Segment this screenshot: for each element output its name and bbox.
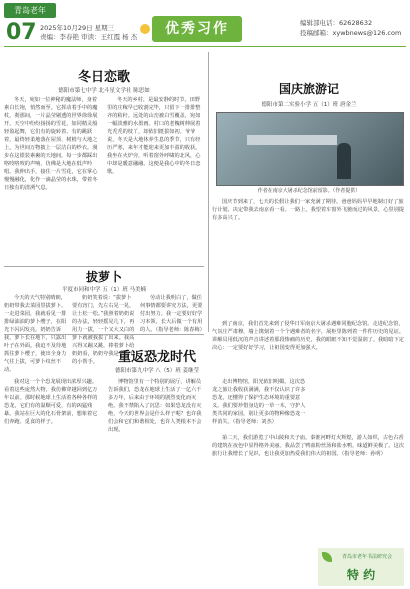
article-title: 国庆旅游记 bbox=[278, 82, 339, 96]
article-column bbox=[4, 378, 102, 584]
header-rule bbox=[4, 46, 406, 47]
article-column bbox=[108, 378, 206, 584]
article-column bbox=[212, 378, 310, 584]
article-column bbox=[4, 96, 101, 262]
page-header bbox=[0, 0, 410, 50]
article-photo bbox=[216, 112, 404, 186]
section-divider bbox=[4, 334, 204, 335]
photo-person bbox=[337, 143, 351, 179]
article-paragraph: 奶奶笑着说：“拔萝卜要有窍门，先左右晃一晃，让土松一松。”我照着奶奶说的办法，轻轻摇晃几下，再用力一拔，一个又大又白的萝卜就被我拔了出来。我高兴得又蹦又跳，捧着萝卜给奶奶看，奶奶夸我是个能干的小帮手。 bbox=[72, 295, 135, 365]
article-column bbox=[107, 96, 204, 262]
article-byline: 德阳市第九中学 八（5）班 姜继莹 bbox=[115, 368, 199, 374]
article-paragraph: 到了南京，我们首先来到了侵华日军南京大屠杀遇难同胞纪念馆。走进纪念馆，气氛庄严肃穆，墙上镌刻着一个个遇难者的名字，展柜里陈列着一件件历史的见证。讲解员用低沉的声音讲述着那段惨痛的历史，我的眼眶不知不觉湿润了。我暗暗下定决心：一定要好好学习，让祖国变得更加强大。 bbox=[212, 321, 404, 351]
article-paragraph: 第二天，我们游览了中山陵和夫子庙。秦淮河畔灯火辉煌，游人如织，古色古香的建筑在夜色中显得格外美丽。我品尝了鸭血粉丝汤和盐水鸭，味道鲜美极了。这次旅行让我增长了见识，也让我更加热爱我们伟大的祖国。（指导老师：孙明） bbox=[212, 435, 404, 457]
article-paragraph: 冬天，宛如一位神秘的魔法师，身着素白长袍，悄然而至。它挥动着手中的魔杖，刹那间，一片晶莹剔透的世界徐徐展开。天空中纷纷扬扬的雪花，如同精灵般轻盈起舞，它们有的旋转着、有的跳跃着，最终轻柔地落在屋顶、树梢与大地之上，为世间万物披上一层洁白的纱衣。漫步在这银装素裹的天地间，每一步都踩出咯吱咯吱的声响，仿佛是大地在低声吟唱。我伸出手，接住一片雪花，它在掌心慢慢融化，化作一滴晶莹的水珠，带着冬日独有的清冽气息。 bbox=[4, 97, 98, 191]
article-title: 拔萝卜 bbox=[85, 270, 122, 284]
article-column bbox=[212, 198, 406, 318]
article-dinosaur-era bbox=[4, 338, 310, 586]
article-winter-song bbox=[4, 52, 204, 262]
page-number: 07 bbox=[6, 20, 37, 45]
photo-signboard bbox=[247, 135, 337, 145]
article-paragraph: 劳动让我明白了，做任何事情都要讲究方法，更要付出努力。我一定要好好学习本领，长大后做一个有用的人。（指导老师：陈春梅） bbox=[140, 295, 205, 333]
section-title: 优秀习作 bbox=[152, 16, 242, 42]
article-column bbox=[72, 294, 136, 365]
article-byline: 德阳市第二实验小学 五（1）班 唐金兰 bbox=[261, 102, 357, 108]
submission-email: 投稿邮箱：xywbnews@126.com bbox=[300, 29, 402, 37]
article-paragraph: 走出博物馆，阳光依旧明媚。这次恐龙之旅让我收获满满，我不仅认识了许多恐龙，还懂得了保护生态环境的重要意义。我们要珍惜身边的一草一木，守护人类共同的家园，别让更多的物种像恐龙一样消失。（指导老师：刘杰） bbox=[212, 379, 306, 425]
article-title: 冬日恋歌 bbox=[77, 70, 130, 85]
sponsor-name: 青岛市老年书法研究会 bbox=[341, 554, 392, 560]
photo-caption: 作者在南京大屠杀纪念馆前留影。（作者提供） bbox=[257, 188, 361, 194]
sponsor-label: 特 约 bbox=[346, 568, 376, 582]
article-column bbox=[4, 294, 68, 373]
newspaper-logo: 青岛老年 bbox=[4, 3, 56, 18]
article-paragraph: 我对这一个个恐龙展现出浓厚兴趣。看着这些庞然大物，我仿佛穿越回到亿万年以前。那时候地球上生活着各种各样的恐龙，它们有的温顺可爱，有的凶猛残暴。我站在巨大的化石骨架前，想象着它们奔跑、觅食的样子。 bbox=[4, 379, 98, 425]
leaf-icon bbox=[322, 552, 332, 562]
sponsor-banner bbox=[318, 548, 404, 586]
section-divider bbox=[4, 266, 204, 267]
article-byline: 德阳市第七中学 北斗星文学社 陈思如 bbox=[58, 88, 150, 94]
article-paragraph: 博物馆里有一个特别的展厅，讲解员告诉我们，恐龙在地球上生活了一亿六千多万年，后来由于环境的剧烈变化而灭绝。我不禁陷入了沉思：如果恐龙没有灭绝，今天的世界会是什么样子呢？也许我们会和它们和谐相处，也许人类根本不会出现。 bbox=[108, 379, 202, 433]
editor-credits: 责编：李春艳 审读：王红霞 杨 杰 bbox=[40, 33, 138, 41]
article-title: 重返恐龙时代 bbox=[117, 350, 196, 365]
column-divider bbox=[208, 52, 209, 332]
article-paragraph: 冬天的乡村，是最安静的时节。田野里的庄稼早已收割完毕，只留下一排排整齐的秸秆。远处的山峦被白雪覆盖，宛如一幅淡雅的水墨画。村口的老槐树伸展着光秃秃的枝丫，却依旧挺拔如初。爷爷说，冬天是大地休养生息的季节，只有经历严寒，来年才能迎来更加丰盈的收获。我坐在火炉旁，听着窗外呼啸的北风，心中却是暖意融融。这便是我心中的冬日恋歌。 bbox=[107, 97, 201, 175]
article-paragraph: 今天的天气特别晴朗，奶奶带我去菜园里拔萝卜。一走进菜园，我就看见一排排绿油油的萝卜缨子，在阳光下闪闪发亮。奶奶告诉我，萝卜长在地下，只露出叶子在外面。我迫不及待地抓住萝卜缨子，使出全身力气往上拔，可萝卜纹丝不动。 bbox=[4, 295, 67, 373]
editorial-phone: 编辑部电话：62628632 bbox=[300, 19, 373, 27]
issue-date: 2025年10月29日 星期三 bbox=[40, 24, 115, 32]
article-byline: 平度市同和中学 五（1）班 马美楠 bbox=[62, 287, 146, 293]
article-column bbox=[140, 294, 205, 333]
article-paragraph: 国庆节到来了，七天的长假让我们一家充满了期待。爸爸妈妈早早地制订好了旅行计划，决定带我去南京看一看。一路上，我望着车窗外飞驰而过的风景，心里别提有多高兴了。 bbox=[212, 199, 404, 221]
